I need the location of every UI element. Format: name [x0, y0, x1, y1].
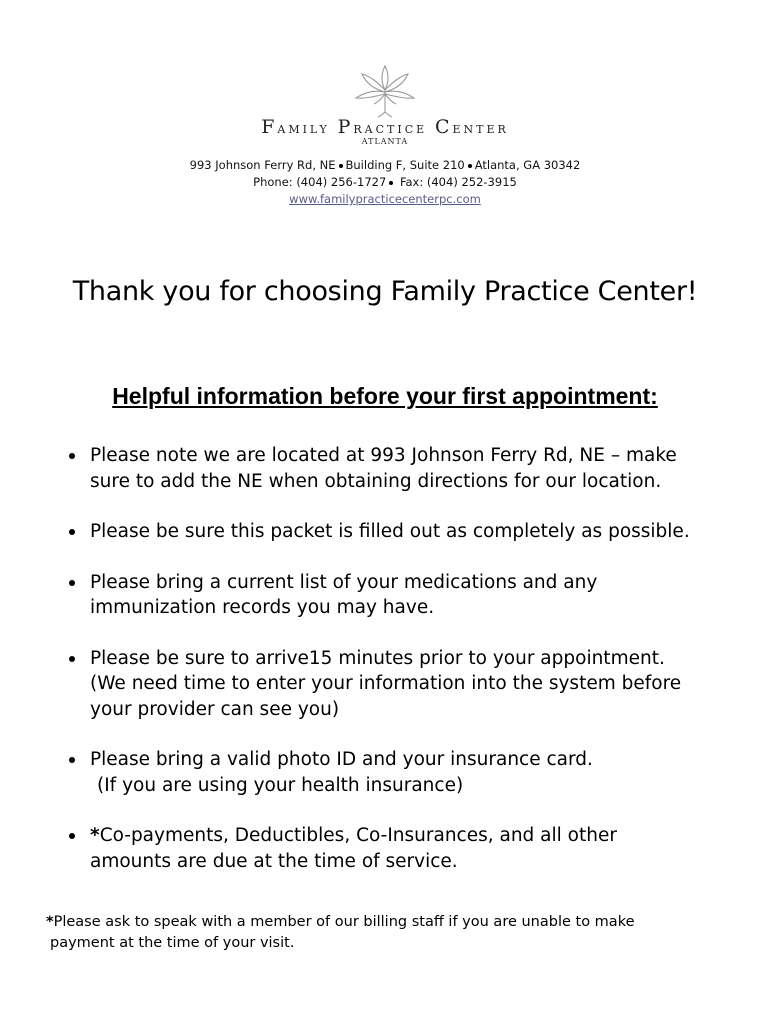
list-item-line: Please bring a current list of your medications and any [90, 571, 598, 593]
address-line [0, 158, 770, 172]
list-item-line: immunization records you may have. [90, 597, 435, 618]
info-list [62, 443, 742, 899]
bullet-dot-icon [69, 453, 75, 459]
phone-fax-line [0, 175, 770, 189]
thank-you-title: Thank you for choosing Family Practice Center! [72, 276, 698, 307]
fax-number: Fax: (404) 252-3915 [399, 175, 517, 189]
list-item [62, 646, 742, 723]
list-item-line: your provider can see you) [90, 698, 340, 720]
brand-word-2: ractice [353, 119, 428, 137]
list-item [62, 823, 742, 874]
list-item-line: Please be sure to arrive15 minutes prior to your appointment. [90, 647, 665, 669]
address-city: Atlanta, GA 30342 [474, 158, 581, 172]
lotus-figure-icon [350, 60, 420, 120]
list-item-text: Co-payments, Deductibles, Co-Insurances, and all other [99, 825, 617, 846]
list-item-line: (We need time to enter your information into the system before [90, 673, 682, 694]
bullet-dot-icon [468, 164, 472, 168]
list-item-line: Please note we are located at 993 Johnson Ferry Rd, NE – make [90, 445, 677, 466]
brand-word-1: amily [277, 119, 330, 137]
list-item [62, 570, 742, 621]
bullet-dot-icon [69, 580, 75, 586]
footnote-line [46, 912, 736, 933]
brand-initial-3: C [434, 116, 453, 138]
bullet-dot-icon [69, 757, 75, 763]
list-item-line: Please be sure this packet is filled out as completely as possible. [90, 521, 690, 542]
list-item-line [90, 823, 742, 849]
list-item-line: (If you are using your health insurance) [97, 774, 464, 796]
practice-city: ATLANTA [361, 137, 409, 146]
bullet-dot-icon [69, 529, 75, 535]
asterisk-marker: * [90, 825, 100, 846]
list-item-line: Please bring a valid photo ID and your insurance card. [90, 749, 593, 770]
website-line [0, 192, 770, 206]
list-item [62, 519, 742, 545]
list-item [62, 747, 742, 798]
practice-name [0, 116, 770, 138]
address-suite: Building F, Suite 210 [345, 158, 465, 172]
phone-number: Phone: (404) 256-1727 [253, 175, 387, 189]
list-item [62, 443, 742, 494]
footnote [46, 912, 736, 954]
footnote-line: payment at the time of your visit. [50, 935, 295, 951]
bullet-dot-icon [69, 656, 75, 662]
footnote-text: Please ask to speak with a member of our billing staff if you are unable to make [53, 914, 635, 930]
website-link[interactable]: www.familypracticecenterpc.com [289, 192, 481, 206]
bullet-dot-icon [69, 833, 75, 839]
list-item-line: sure to add the NE when obtaining directions for our location. [90, 470, 662, 492]
section-heading: Helpful information before your first appointment: [112, 383, 658, 409]
asterisk-marker: * [46, 914, 54, 930]
list-item-line: amounts are due at the time of service. [90, 850, 458, 872]
bullet-dot-icon [389, 181, 393, 185]
bullet-dot-icon [339, 164, 343, 168]
brand-initial-2: P [337, 116, 354, 138]
brand-initial-1: F [261, 116, 278, 138]
address-street: 993 Johnson Ferry Rd, NE [189, 158, 336, 172]
brand-word-3: enter [452, 119, 509, 137]
